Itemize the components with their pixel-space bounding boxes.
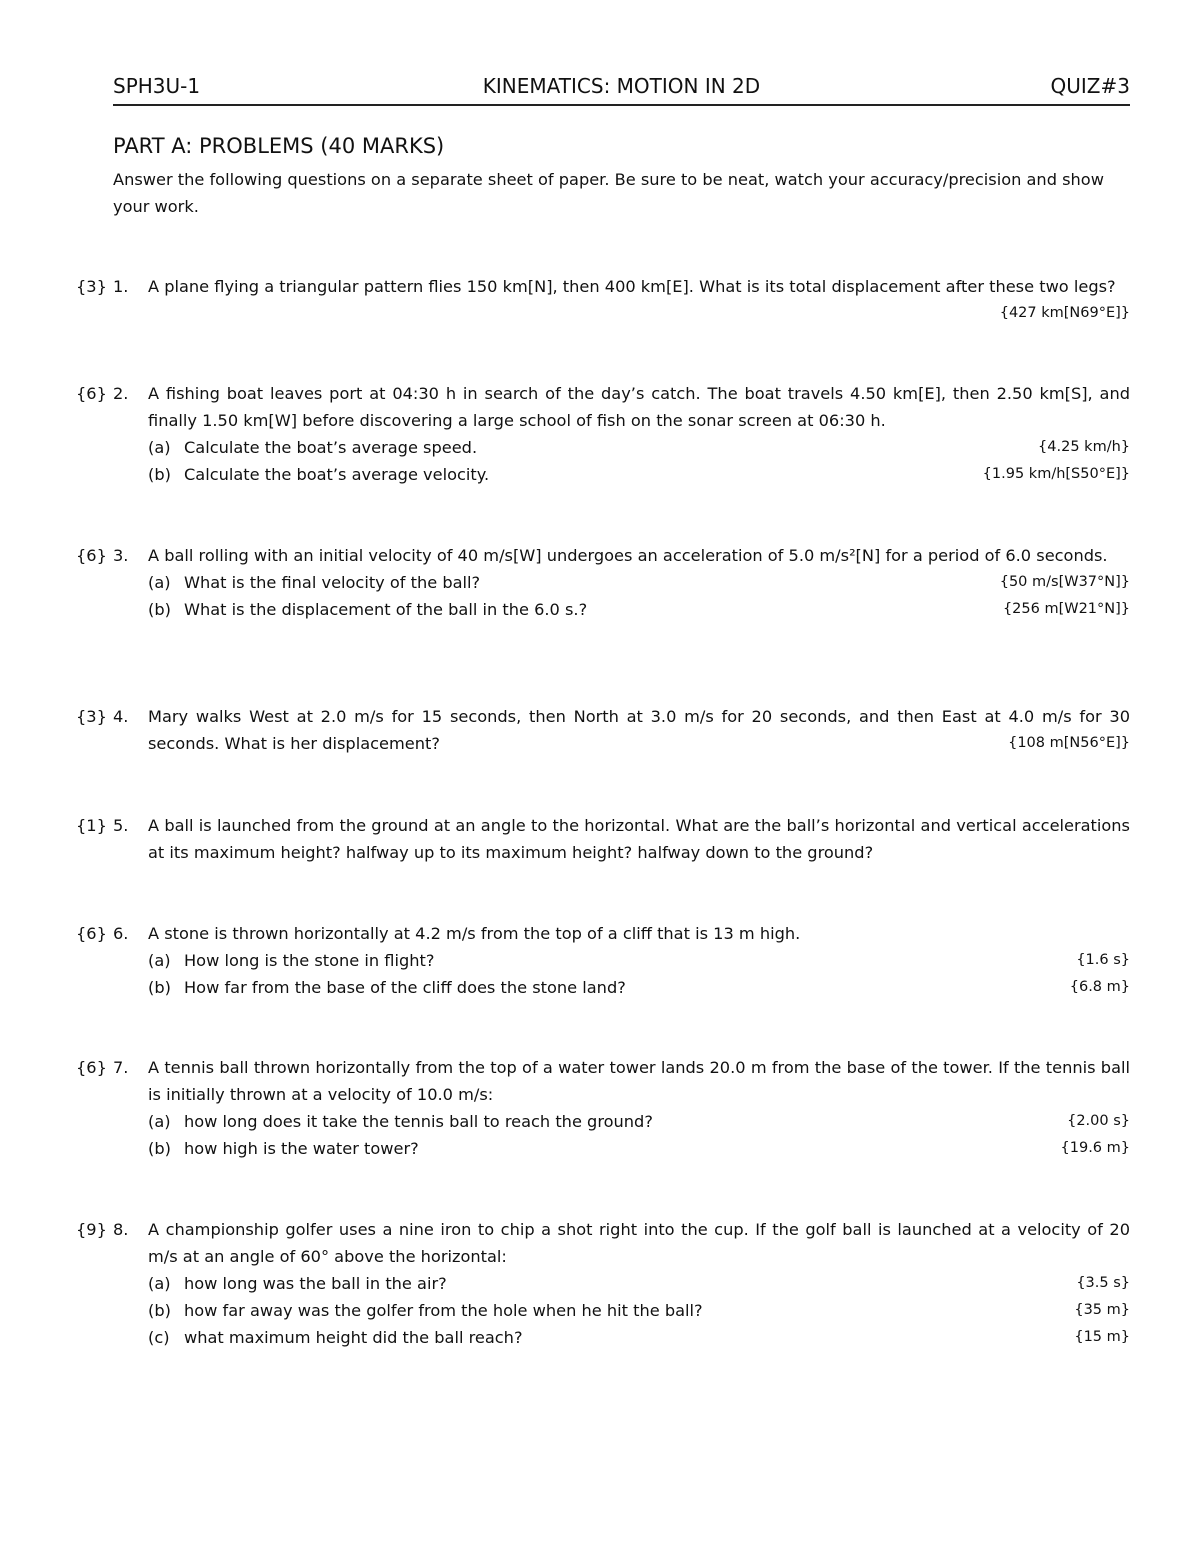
question-marks: {6} — [76, 546, 107, 565]
answer-key: {35 m} — [1074, 1302, 1130, 1318]
question-text: A stone is thrown horizontally at 4.2 m/s from the top of a cliff that is 13 m high. — [148, 924, 801, 943]
sub-question — [148, 1324, 1130, 1351]
sub-question-text: Calculate the boat’s average speed. — [184, 438, 478, 457]
question-text: A fishing boat leaves port at 04:30 h in search of the day’s catch. The boat travels 4.50 km[E], then 2.50 km[S], and finally 1.50 km[W] before discovering a large school of fish on the sonar screen at 06:30 h. — [148, 384, 1130, 430]
question-number: 8. — [113, 1220, 129, 1239]
answer-key: {256 m[W21°N]} — [1002, 601, 1130, 617]
question-number: 2. — [113, 384, 129, 403]
question-marks: {9} — [76, 1220, 107, 1239]
answer-key: {1.6 s} — [1076, 952, 1130, 968]
question-number: 1. — [113, 277, 129, 296]
sub-question — [148, 1108, 1130, 1135]
sub-question-label: (b) — [148, 600, 171, 619]
answer-key: {1.95 km/h[S50°E]} — [982, 466, 1130, 482]
sub-question — [148, 596, 1130, 623]
sub-question-text: What is the final velocity of the ball? — [184, 573, 481, 592]
question-marks: {1} — [76, 816, 107, 835]
question-text: A ball rolling with an initial velocity of 40 m/s[W] undergoes an acceleration of 5.0 m/s²[N] for a period of 6.0 seconds. — [148, 546, 1108, 565]
answer-key: {108 m[N56°E]} — [1008, 735, 1130, 751]
question-7 — [76, 1054, 1130, 1162]
answer-key: {6.8 m} — [1069, 979, 1130, 995]
question-number: 3. — [113, 546, 129, 565]
question-number: 4. — [113, 707, 129, 726]
question-marks: {6} — [76, 1058, 107, 1077]
sub-question-text: What is the displacement of the ball in the 6.0 s.? — [184, 600, 588, 619]
question-marks: {3} — [76, 277, 107, 296]
question-5 — [76, 812, 1130, 866]
instructions: Answer the following questions on a separate sheet of paper. Be sure to be neat, watch your accuracy/precision and show your work. — [113, 170, 1104, 216]
quiz-number: QUIZ#3 — [1050, 74, 1130, 98]
sub-question-label: (b) — [148, 978, 171, 997]
sub-question-label: (a) — [148, 951, 171, 970]
answer-key: {2.00 s} — [1067, 1113, 1130, 1129]
question-1 — [76, 273, 1130, 321]
sub-question-label: (c) — [148, 1328, 170, 1347]
sub-question — [148, 569, 1130, 596]
question-text: Mary walks West at 2.0 m/s for 15 seconds, then North at 3.0 m/s for 20 seconds, and then East at 4.0 m/s for 30 seconds. What is her displacement? — [148, 707, 1130, 753]
course-code: SPH3U-1 — [113, 74, 201, 98]
question-2 — [76, 380, 1130, 488]
question-text: A ball is launched from the ground at an angle to the horizontal. What are the ball’s horizontal and vertical accelerations at its maximum height? halfway up to its maximum height? halfway down to the ground? — [148, 816, 1130, 862]
answer-key: {50 m/s[W37°N]} — [999, 574, 1130, 590]
question-6 — [76, 920, 1130, 1001]
sub-question-text: how long was the ball in the air? — [184, 1274, 447, 1293]
question-8 — [76, 1216, 1130, 1351]
quiz-topic: KINEMATICS: MOTION IN 2D — [482, 74, 761, 98]
sub-question-text: How long is the stone in flight? — [184, 951, 435, 970]
question-marks: {3} — [76, 707, 107, 726]
sub-question — [148, 434, 1130, 461]
sub-question-text: how long does it take the tennis ball to reach the ground? — [184, 1112, 653, 1131]
question-marks: {6} — [76, 384, 107, 403]
answer-key: {3.5 s} — [1076, 1275, 1130, 1291]
sub-question-text: How far from the base of the cliff does the stone land? — [184, 978, 626, 997]
answer-key: {4.25 km/h} — [1038, 439, 1130, 455]
question-number: 5. — [113, 816, 129, 835]
question-3 — [76, 542, 1130, 623]
sub-question — [148, 1270, 1130, 1297]
page-header — [113, 70, 1130, 106]
sub-question-label: (a) — [148, 1112, 171, 1131]
sub-question — [148, 1297, 1130, 1324]
sub-question-label: (a) — [148, 573, 171, 592]
question-text: A championship golfer uses a nine iron to chip a shot right into the cup. If the golf ball is launched at a velocity of 20 m/s at an angle of 60° above the horizontal: — [148, 1220, 1130, 1266]
question-text: A tennis ball thrown horizontally from the top of a water tower lands 20.0 m from the base of the tower. If the tennis ball is initially thrown at a velocity of 10.0 m/s: — [148, 1058, 1130, 1104]
question-number: 6. — [113, 924, 129, 943]
sub-question-text: how high is the water tower? — [184, 1139, 419, 1158]
sub-question — [148, 974, 1130, 1001]
question-text: A plane flying a triangular pattern flies 150 km[N], then 400 km[E]. What is its total displacement after these two legs? — [148, 277, 1116, 296]
question-marks: {6} — [76, 924, 107, 943]
sub-question-label: (b) — [148, 1139, 171, 1158]
question-number: 7. — [113, 1058, 129, 1077]
sub-question-label: (a) — [148, 1274, 171, 1293]
answer-key: {427 km[N69°E]} — [999, 305, 1130, 321]
part-title: PART A: PROBLEMS (40 MARKS) — [113, 134, 445, 158]
question-4 — [76, 703, 1130, 757]
sub-question — [148, 1135, 1130, 1162]
answer-key: {15 m} — [1074, 1329, 1130, 1345]
answer-key: {19.6 m} — [1060, 1140, 1130, 1156]
sub-question — [148, 461, 1130, 488]
sub-question-text: how far away was the golfer from the hole when he hit the ball? — [184, 1301, 703, 1320]
sub-question-text: what maximum height did the ball reach? — [184, 1328, 523, 1347]
sub-question — [148, 947, 1130, 974]
sub-question-label: (b) — [148, 465, 171, 484]
sub-question-label: (a) — [148, 438, 171, 457]
sub-question-label: (b) — [148, 1301, 171, 1320]
sub-question-text: Calculate the boat’s average velocity. — [184, 465, 490, 484]
